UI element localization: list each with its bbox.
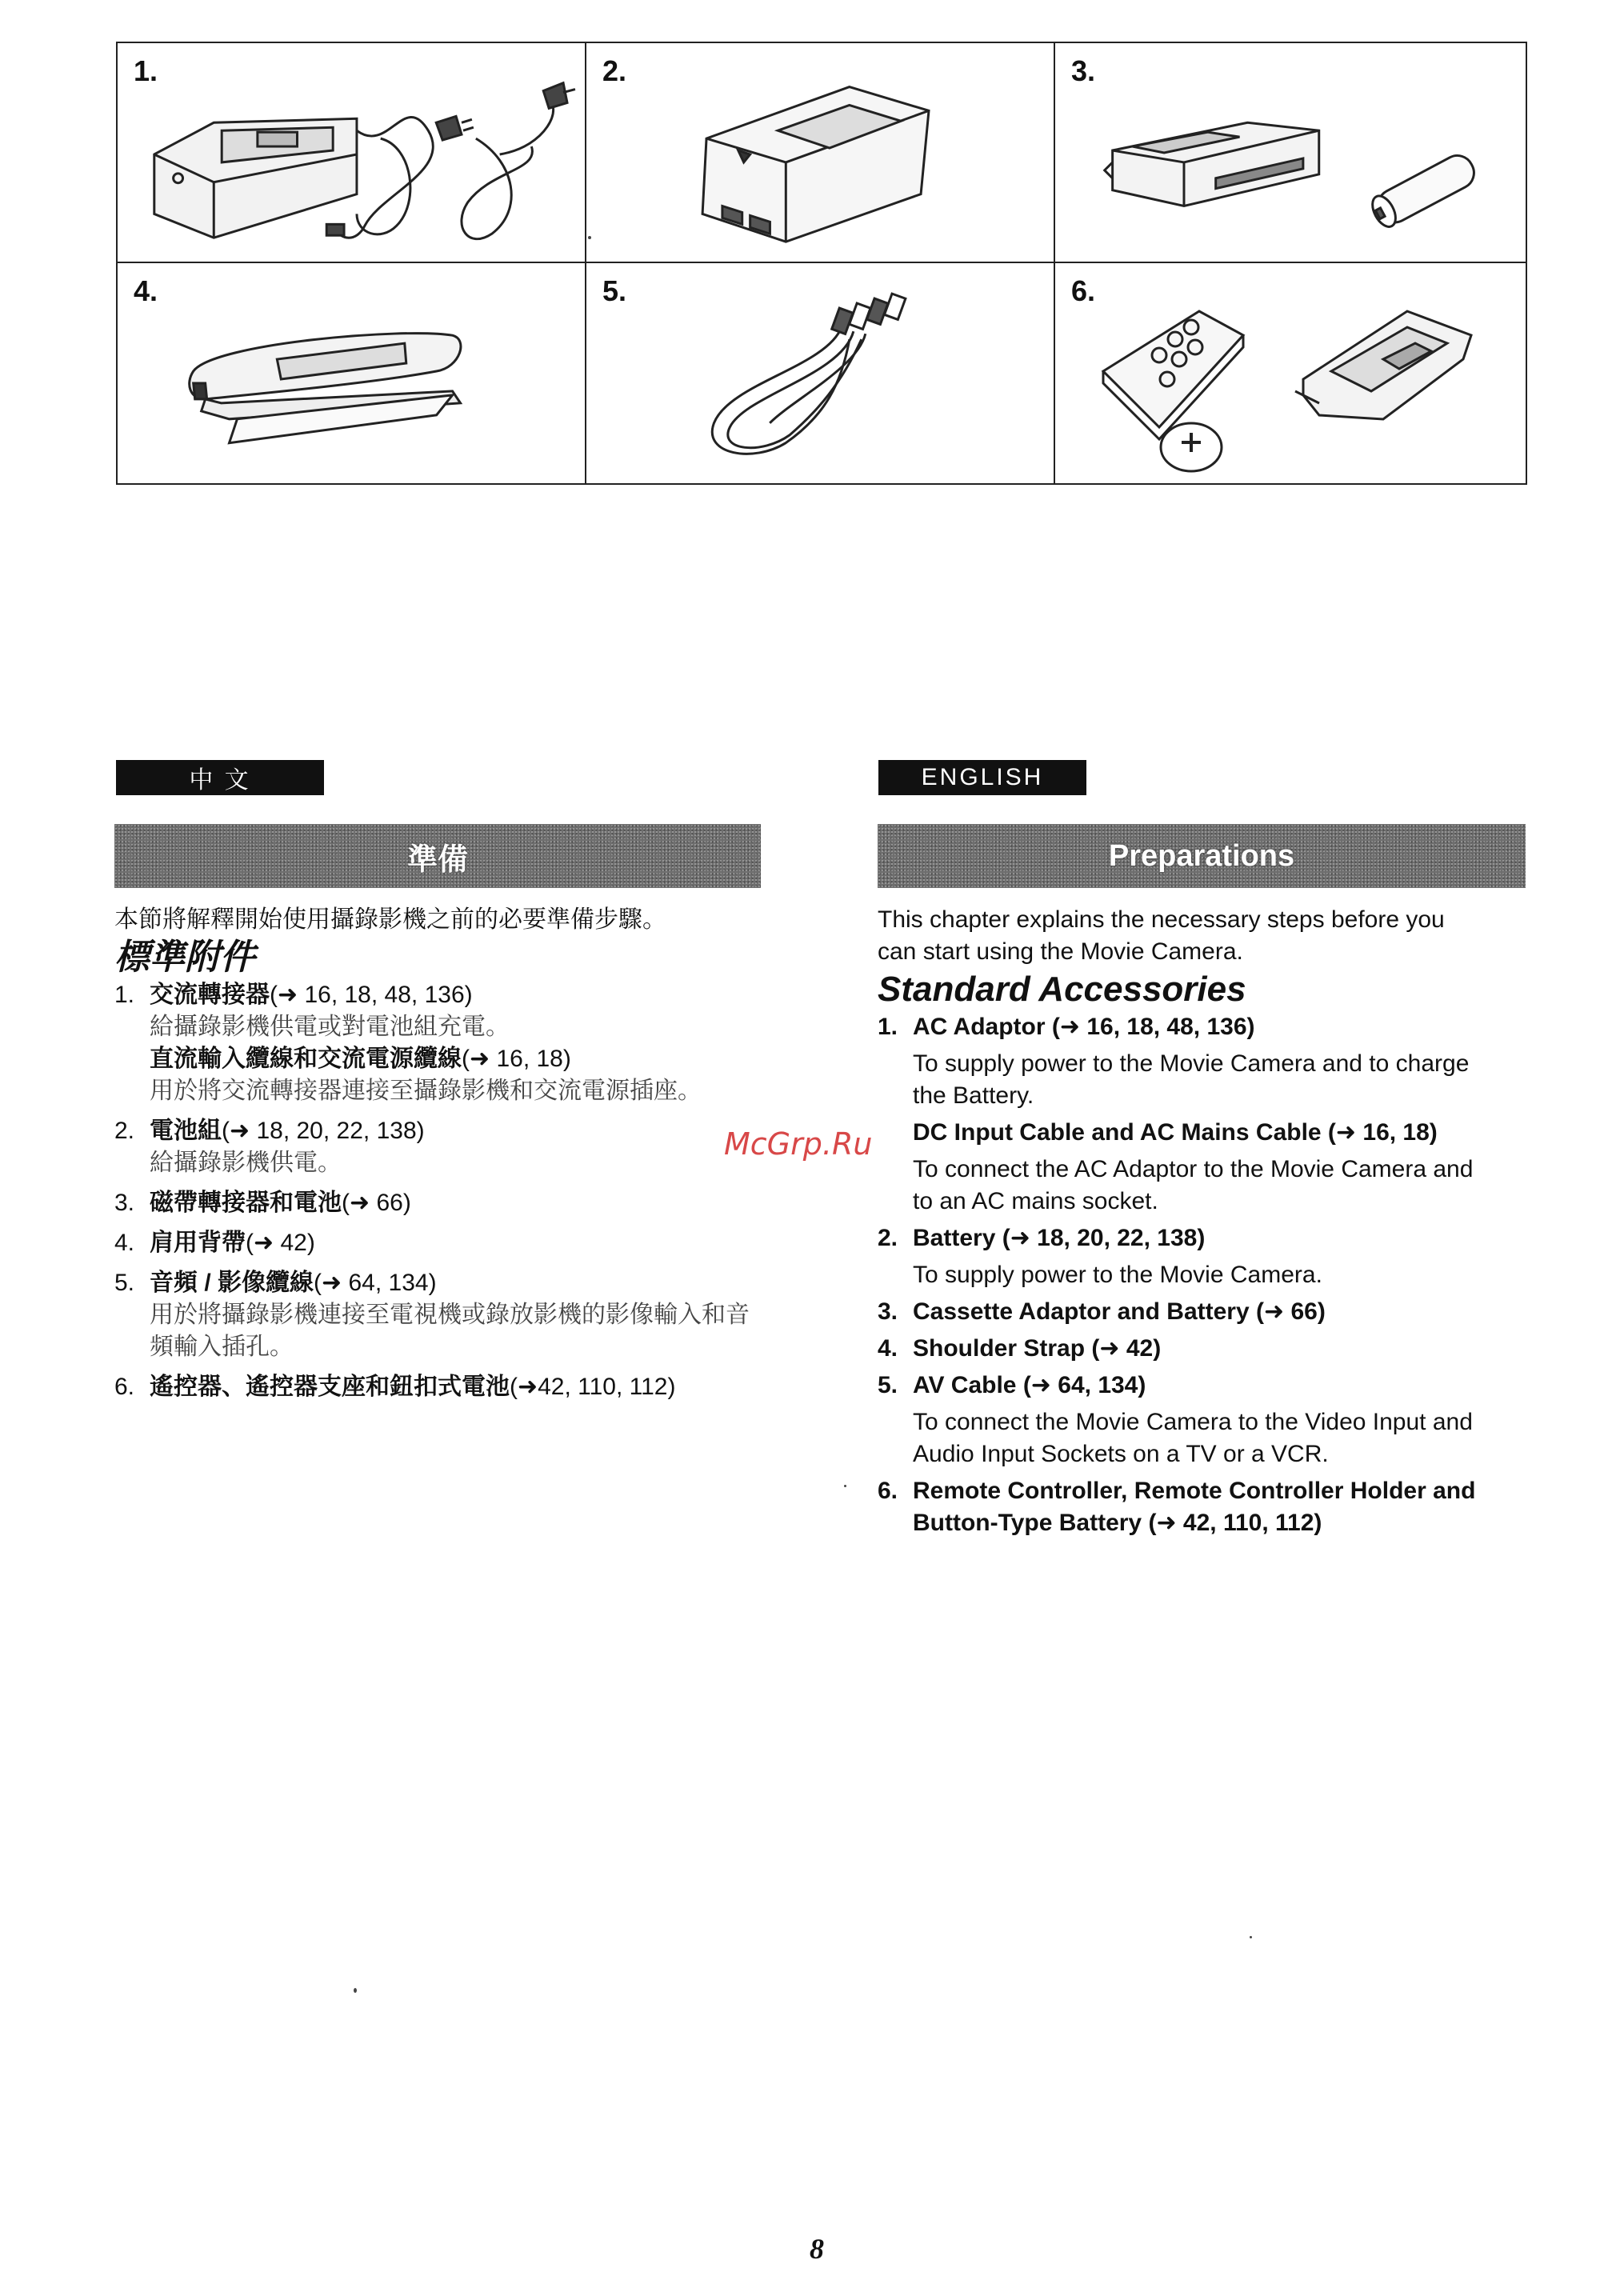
av-cable-icon	[586, 263, 1054, 483]
english-section-title: Standard Accessories	[878, 970, 1246, 1009]
english-chapter-title: Preparations	[1108, 838, 1295, 873]
item-description-line-2: the Battery.	[913, 1082, 1034, 1109]
item-title: 肩用背帶	[150, 1230, 246, 1256]
item-number: 5.	[878, 1372, 898, 1398]
item-description-line-1: To supply power to the Movie Camera.	[913, 1262, 1322, 1288]
cell-number: 4.	[134, 274, 158, 307]
english-item-2	[878, 1222, 1526, 1291]
item-title: AV Cable (➜ 64, 134)	[913, 1372, 1146, 1398]
ac-adaptor-with-cables-icon	[118, 43, 585, 262]
item-sub-refs: (➜ 16, 18)	[462, 1046, 571, 1072]
scan-speck	[1250, 1936, 1252, 1938]
item-sub-title: 直流輸入纜線和交流電源纜線	[150, 1046, 462, 1072]
item-description: 給攝錄影機供電。	[150, 1150, 342, 1176]
item-title: AC Adaptor (➜ 16, 18, 48, 136)	[913, 1014, 1255, 1040]
chinese-section-title: 標準附件	[114, 938, 255, 977]
cassette-adaptor-and-battery-icon	[1055, 43, 1526, 262]
item-number: 5.	[114, 1270, 135, 1296]
item-number: 1.	[114, 982, 135, 1008]
item-refs: (➜ 66)	[342, 1190, 411, 1216]
english-item-1	[878, 1011, 1526, 1218]
item-number: 6.	[114, 1374, 135, 1400]
cell-number: 6.	[1071, 274, 1096, 307]
cell-number: 1.	[134, 54, 158, 87]
accessory-cell-battery	[586, 43, 1055, 263]
chinese-column	[114, 904, 770, 1403]
item-refs: (➜ 18, 20, 22, 138)	[222, 1118, 425, 1144]
chinese-language-tab: 中 文	[116, 760, 324, 795]
item-title: 音頻 / 影像纜線	[150, 1270, 314, 1296]
chinese-chapter-banner	[114, 824, 761, 888]
item-title: 交流轉接器	[150, 982, 270, 1008]
item-title: Shoulder Strap (➜ 42)	[913, 1335, 1162, 1362]
item-number: 4.	[878, 1335, 898, 1362]
item-refs: (➜42, 110, 112)	[510, 1374, 676, 1400]
item-number: 3.	[878, 1298, 898, 1325]
item-sub-description: 用於將交流轉接器連接至攝錄影機和交流電源插座。	[150, 1078, 702, 1104]
chinese-intro: 本節將解釋開始使用攝錄影機之前的必要準備步驟。	[114, 906, 666, 933]
cell-number: 3.	[1071, 54, 1096, 87]
item-number: 4.	[114, 1230, 135, 1256]
item-number: 3.	[114, 1190, 135, 1216]
item-description-line-2: 頻輸入插孔。	[150, 1334, 294, 1360]
cell-number: 2.	[602, 54, 627, 87]
accessory-cell-ac-adaptor	[118, 43, 586, 263]
chinese-item-6	[114, 1371, 770, 1403]
english-intro-line-1: This chapter explains the necessary steps before you	[878, 906, 1445, 933]
item-sub-description-line-1: To connect the AC Adaptor to the Movie Camera and	[913, 1156, 1474, 1182]
item-description-line-2: Audio Input Sockets on a TV or a VCR.	[913, 1441, 1329, 1467]
english-chapter-banner	[878, 824, 1526, 888]
english-language-tab: ENGLISH	[878, 760, 1086, 795]
cell-number: 5.	[602, 274, 627, 307]
english-item-4	[878, 1333, 1526, 1365]
item-number: 1.	[878, 1014, 898, 1040]
item-description: 給攝錄影機供電或對電池組充電。	[150, 1014, 510, 1040]
item-refs: (➜ 42)	[246, 1230, 315, 1256]
battery-pack-icon	[586, 43, 1054, 262]
scan-speck	[588, 236, 591, 239]
page-number: 8	[810, 2233, 824, 2265]
english-intro-line-2: can start using the Movie Camera.	[878, 938, 1243, 965]
item-number: 6.	[878, 1478, 898, 1504]
item-title: Cassette Adaptor and Battery (➜ 66)	[913, 1298, 1326, 1325]
watermark-text: McGrp.Ru	[724, 1126, 873, 1162]
chinese-item-3	[114, 1187, 770, 1219]
item-refs: (➜ 64, 134)	[314, 1270, 437, 1296]
chinese-chapter-title: 準備	[406, 842, 468, 877]
item-description-line-1: 用於將攝錄影機連接至電視機或錄放影機的影像輸入和音	[150, 1302, 750, 1328]
item-number: 2.	[878, 1225, 898, 1251]
item-sub-title: DC Input Cable and AC Mains Cable (➜ 16, 18)	[913, 1119, 1438, 1146]
chinese-item-1	[114, 979, 770, 1107]
scan-speck	[844, 1485, 846, 1487]
accessory-cell-av-cable	[586, 263, 1055, 483]
remote-controller-holder-button-battery-icon	[1055, 263, 1526, 483]
shoulder-strap-icon	[118, 263, 585, 483]
item-title: 電池組	[150, 1118, 222, 1144]
item-title-line-2: Button-Type Battery (➜ 42, 110, 112)	[913, 1510, 1322, 1536]
english-item-6	[878, 1475, 1526, 1539]
english-item-3	[878, 1296, 1526, 1328]
item-title: Battery (➜ 18, 20, 22, 138)	[913, 1225, 1206, 1251]
english-column	[878, 904, 1526, 1539]
item-description-line-1: To supply power to the Movie Camera and to charge	[913, 1050, 1470, 1077]
item-title: 遙控器、遙控器支座和鈕扣式電池	[150, 1374, 510, 1400]
chinese-item-5	[114, 1267, 770, 1363]
chinese-item-4	[114, 1227, 770, 1259]
item-description-line-1: To connect the Movie Camera to the Video Input and	[913, 1409, 1473, 1435]
accessory-cell-remote-controller	[1055, 263, 1526, 483]
item-title: 磁帶轉接器和電池	[150, 1190, 342, 1216]
accessory-cell-shoulder-strap	[118, 263, 586, 483]
item-title-line-1: Remote Controller, Remote Controller Holder and	[913, 1478, 1476, 1504]
english-item-5	[878, 1370, 1526, 1470]
accessories-illustration-grid	[116, 42, 1527, 485]
accessory-cell-cassette-adaptor	[1055, 43, 1526, 263]
item-refs: (➜ 16, 18, 48, 136)	[270, 982, 473, 1008]
scan-speck	[354, 1988, 357, 1993]
item-sub-description-line-2: to an AC mains socket.	[913, 1188, 1158, 1214]
chinese-item-2	[114, 1115, 770, 1179]
item-number: 2.	[114, 1118, 135, 1144]
